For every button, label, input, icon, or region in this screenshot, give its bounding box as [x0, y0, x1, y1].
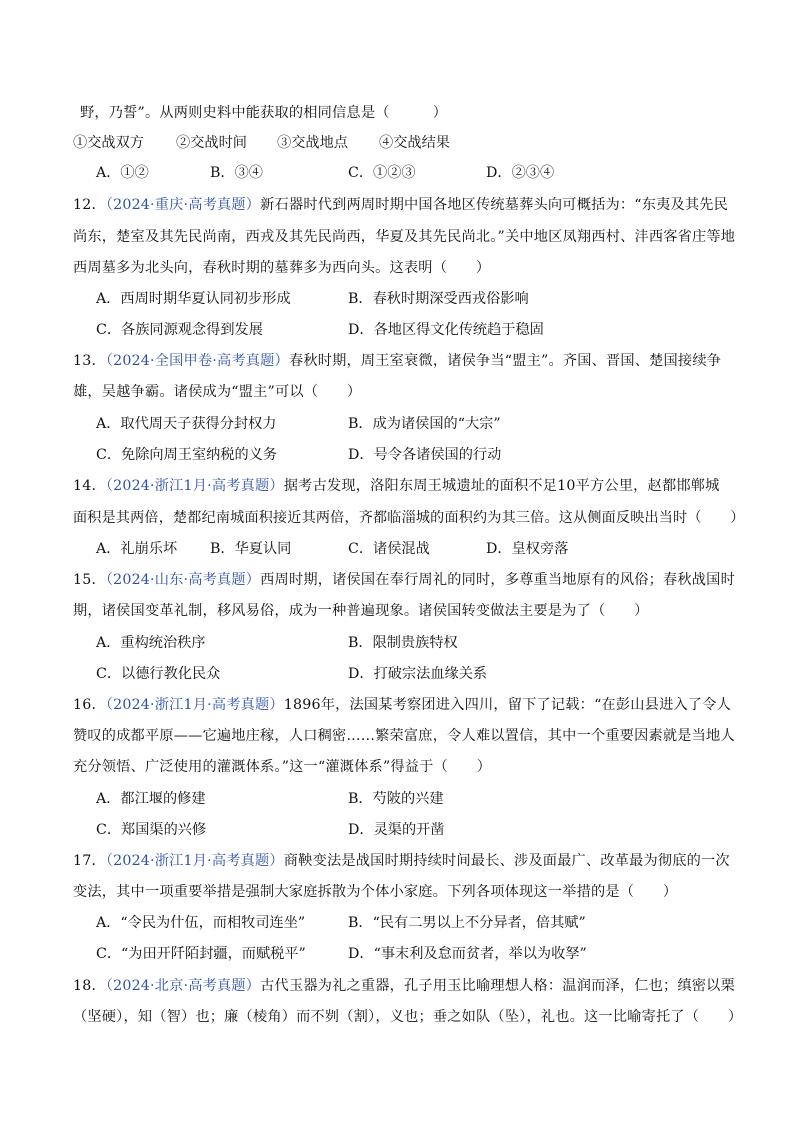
q17-option-b: B．“民有二男以上不分异者，倍其赋” [348, 915, 586, 931]
question-stem: 商鞅变法是战国时期持续时间最长、涉及面最广、改革最为彻底的一次 [283, 853, 730, 869]
q16-option-b: B．芍陂的兴建 [348, 791, 444, 807]
question-stem: 新石器时代到两周时期中国各地区传统墓葬头向可概括为：“东夷及其先民 [260, 197, 729, 213]
question-13-line-2: 雄，吴越争霸。诸侯成为“盟主”可以（ ） [73, 384, 362, 400]
q14-option-a: A．礼崩乐坏 [96, 541, 178, 557]
question-number: 16． [73, 697, 106, 713]
q13-option-d: D．号令各诸侯国的行动 [348, 447, 502, 463]
q11-option-d: D．②③④ [486, 165, 555, 181]
question-16-line-1 [73, 695, 732, 715]
q11-item-2: ②交战时间 [176, 135, 247, 151]
question-number: 18． [73, 978, 106, 994]
q11-item-1: ①交战双方 [73, 135, 144, 151]
q11-option-c: C．①②③ [348, 165, 416, 181]
q13-option-c: C．免除向周王室纳税的义务 [96, 447, 278, 463]
question-source: （2024·山东·高考真题） [105, 572, 261, 588]
question-source: （2024·全国甲卷·高考真题） [105, 353, 289, 369]
q11-option-b: B．③④ [210, 165, 263, 181]
question-number: 17． [73, 853, 106, 869]
q15-option-c: C．以德行教化民众 [96, 666, 221, 682]
q13-option-a: A．取代周天子获得分封权力 [96, 416, 277, 432]
question-12-line-1 [73, 195, 729, 215]
q14-option-b: B．华夏认同 [210, 541, 292, 557]
question-14-line-2: 面积是其两倍，楚都纪南城面积接近其两倍，齐都临淄城的面积约为其三倍。这从侧面反映出当时（ ） [73, 510, 745, 526]
question-source: （2024·浙江1月·高考真题） [105, 853, 284, 869]
question-stem: 古代玉器为礼之重器，孔子用玉比喻理想人格：温润而泽，仁也；缜密以栗 [260, 978, 735, 994]
question-16-line-2: 赞叹的成都平原——它遍地庄稼，人口稠密……繁荣富庶，令人难以置信，其中一个重要因素就是当地人 [73, 728, 735, 744]
question-number: 13． [73, 353, 106, 369]
q12-option-b: B．春秋时期深受西戎俗影响 [348, 291, 529, 307]
q15-option-d: D．打破宗法血缘关系 [348, 666, 488, 682]
q14-option-c: C．诸侯混战 [348, 541, 430, 557]
question-source: （2024·北京·高考真题） [105, 978, 261, 994]
question-11-stem-cont: 野，乃誓”。从两则史料中能获取的相同信息是（ ） [80, 105, 448, 121]
q12-option-a: A．西周时期华夏认同初步形成 [96, 291, 291, 307]
q11-item-3: ③交战地点 [277, 135, 348, 151]
q11-option-a: A．①② [96, 165, 149, 181]
question-number: 14． [73, 478, 106, 494]
question-15-line-1 [73, 570, 735, 590]
question-18-line-2: （坚硬），知（智）也；廉（棱角）而不刿（割），义也；垂之如队（坠），礼也。这一比喻寄托了（ ） [73, 1009, 743, 1025]
q12-option-d: D．各地区得文化传统趋于稳固 [348, 322, 544, 338]
q17-option-d: D．“事末利及怠而贫者，举以为收孥” [348, 946, 587, 962]
question-source: （2024·重庆·高考真题） [105, 197, 261, 213]
question-number: 12． [73, 197, 106, 213]
q16-option-a: A．都江堰的修建 [96, 791, 206, 807]
question-source: （2024·浙江1月·高考真题） [105, 697, 284, 713]
q15-option-a: A．重构统治秩序 [96, 635, 206, 651]
q17-option-a: A．“令民为什伍，而相牧司连坐” [96, 915, 306, 931]
question-number: 15． [73, 572, 106, 588]
q16-option-d: D．灵渠的开凿 [348, 822, 445, 838]
question-12-line-3: 西周墓多为北头向，春秋时期的墓葬多为西向头。这表明（ ） [73, 260, 491, 276]
question-17-line-1 [73, 851, 730, 871]
q13-option-b: B．成为诸侯国的“大宗” [348, 416, 501, 432]
question-stem: 西周时期，诸侯国在奉行周礼的同时，多尊重当地原有的风俗；春秋战国时 [260, 572, 735, 588]
question-16-line-3: 充分领悟、广泛使用的灌溉体系。”这一“灌溉体系”得益于（ ） [73, 759, 492, 775]
q17-option-c: C．“为田开阡陌封疆，而赋税平” [96, 946, 306, 962]
q11-item-4: ④交战结果 [379, 135, 450, 151]
q16-option-c: C．郑国渠的兴修 [96, 822, 207, 838]
question-12-line-2: 尚东，楚室及其先民尚南，西戎及其先民尚西，华夏及其先民尚北。”关中地区凤翔西村、沣西客省庄等地 [73, 229, 736, 245]
question-stem: 春秋时期，周王室衰微，诸侯争当“盟主”。齐国、晋国、楚国接续争 [288, 353, 722, 369]
question-stem: 1896年，法国某考察团进入四川，留下了记载：“在彭山县进入了令人 [283, 697, 732, 713]
question-13-line-1 [73, 351, 722, 371]
question-stem: 据考古发现，洛阳东周王城遗址的面积不足10平方公里，赵都邯郸城 [283, 478, 720, 494]
q12-option-c: C．各族同源观念得到发展 [96, 322, 263, 338]
question-17-line-2: 变法，其中一项重要举措是强制大家庭拆散为个体小家庭。下列各项体现这一举措的是（ ） [73, 884, 678, 900]
question-15-line-2: 期，诸侯国变革礼制，移风易俗，成为一种普遍现象。诸侯国转变做法主要是为了（ ） [73, 603, 649, 619]
question-18-line-1 [73, 976, 735, 996]
question-14-line-1 [73, 476, 720, 496]
q15-option-b: B．限制贵族特权 [348, 635, 458, 651]
question-source: （2024·浙江1月·高考真题） [105, 478, 284, 494]
q14-option-d: D．皇权旁落 [486, 541, 569, 557]
